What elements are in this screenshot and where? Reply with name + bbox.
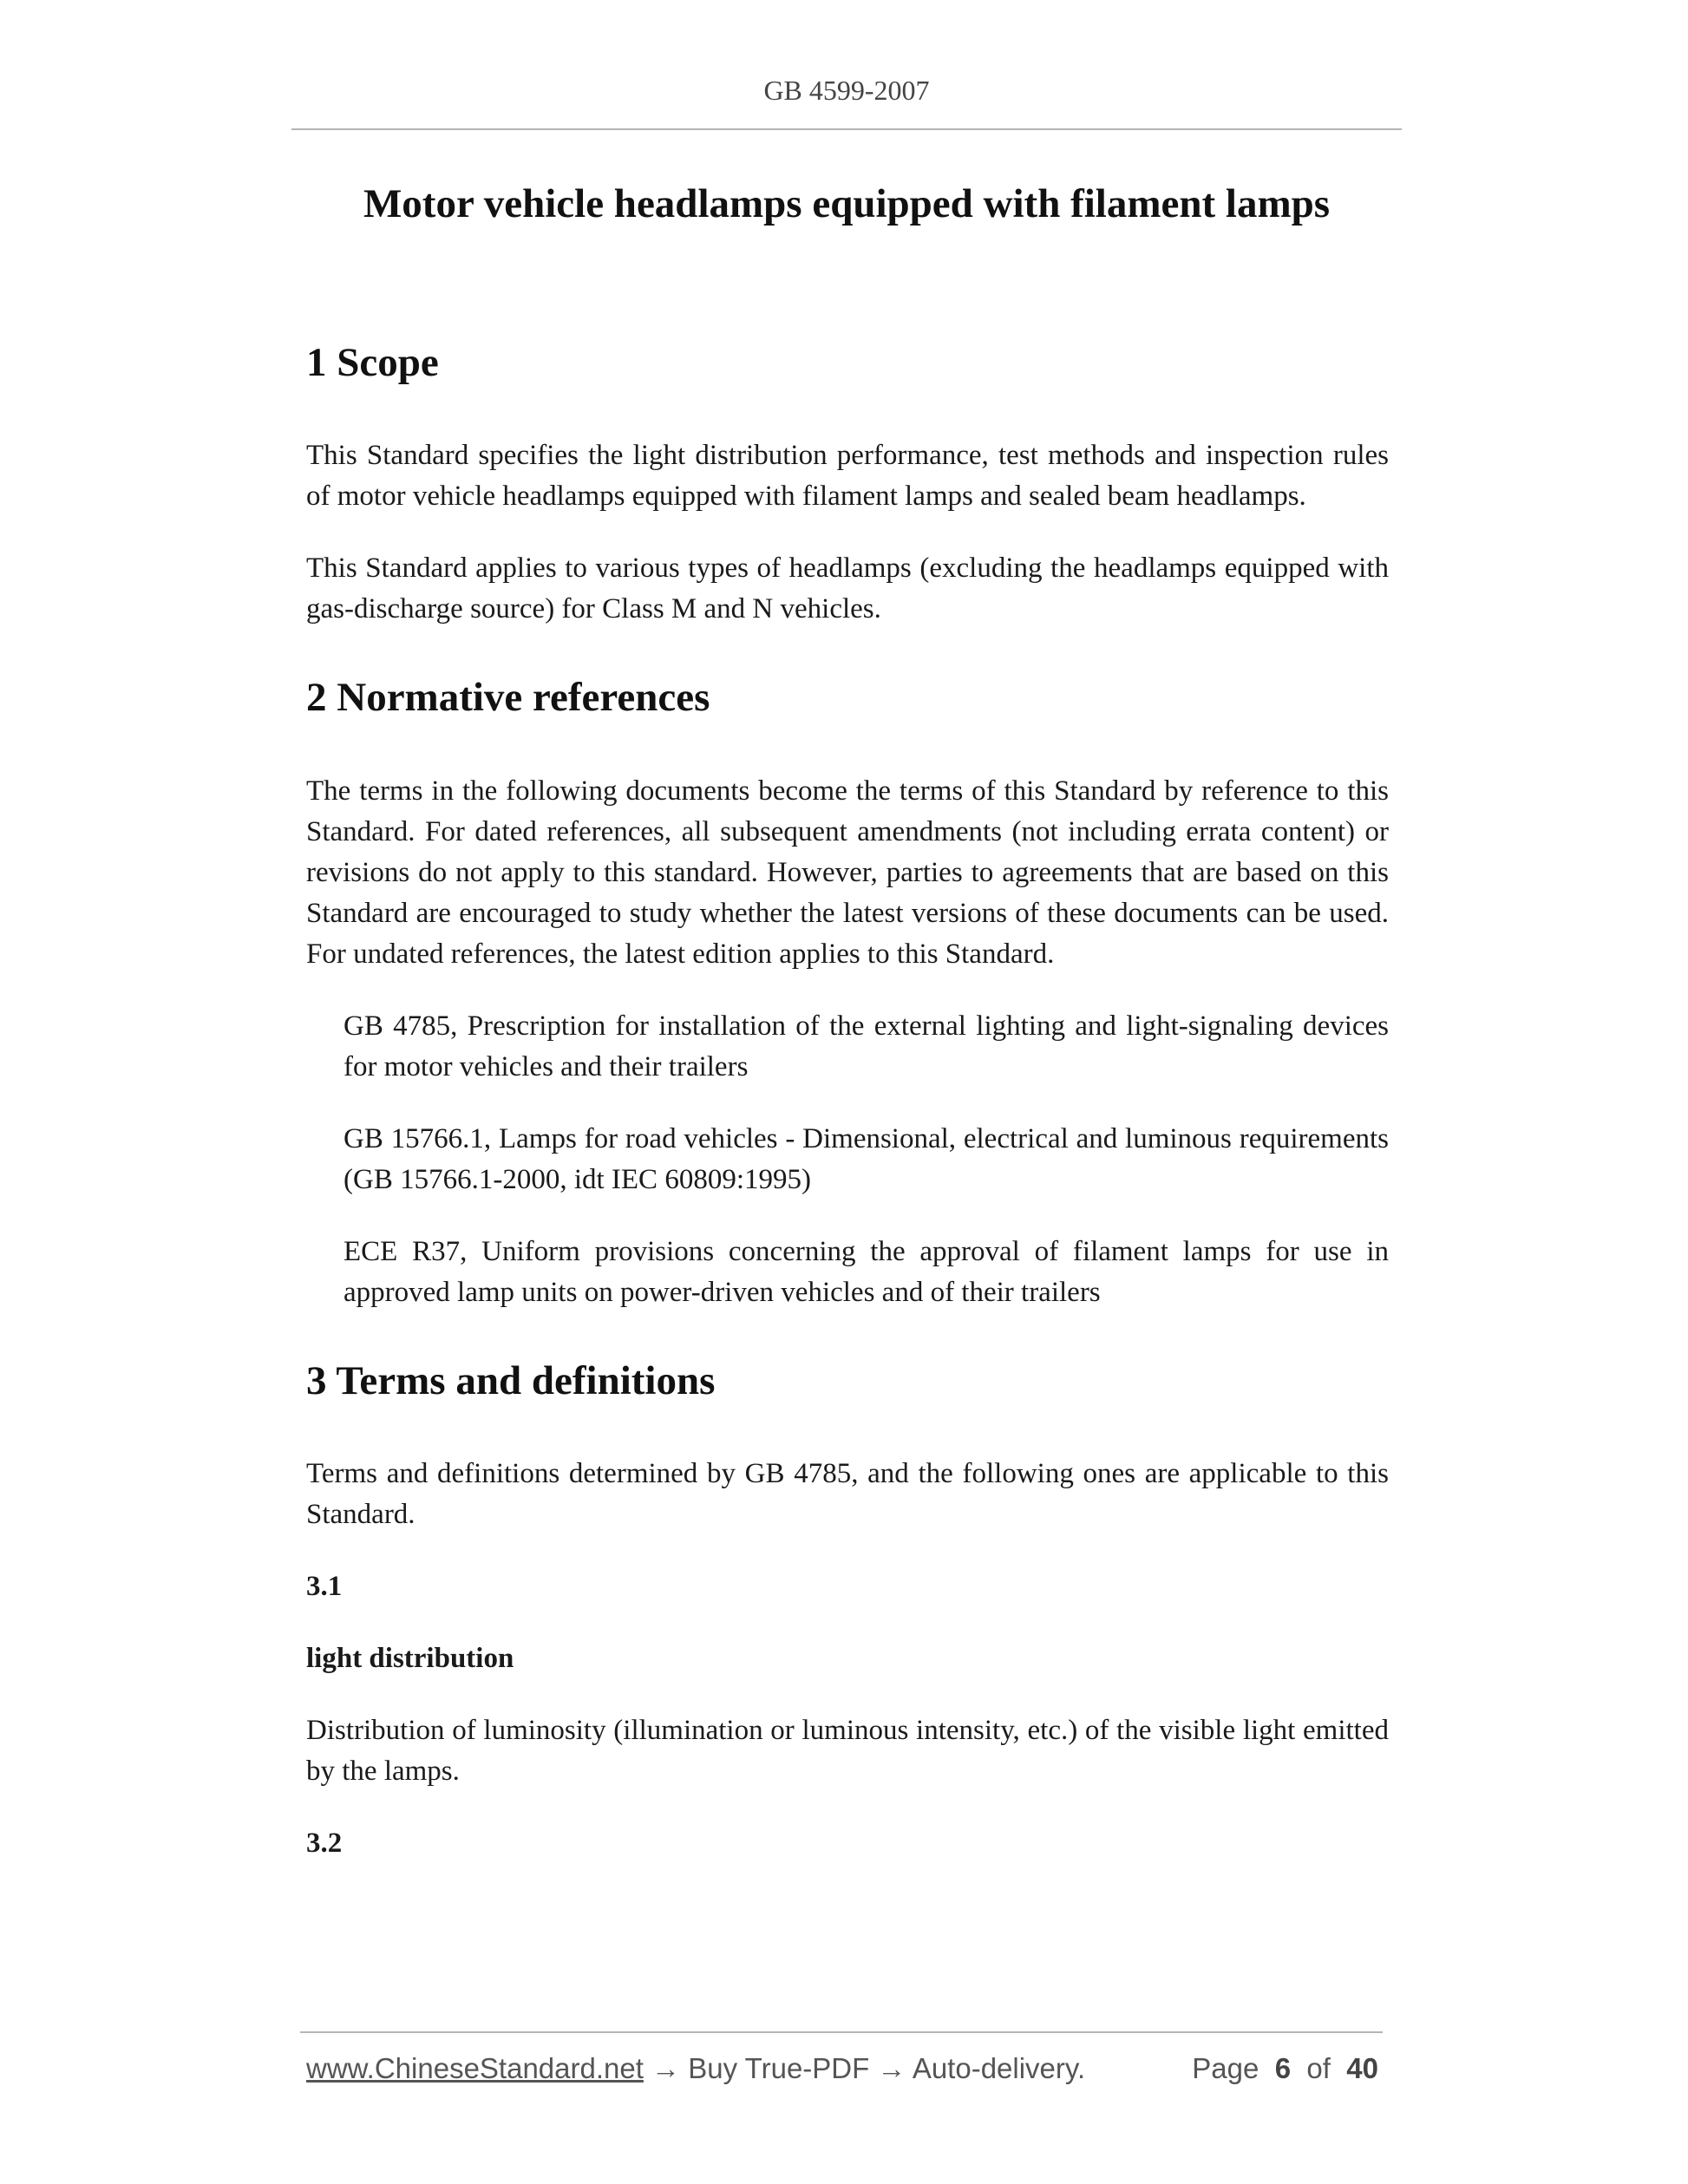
section-heading-terms: 3 Terms and definitions: [306, 1357, 716, 1403]
reference-item: GB 4785, Prescription for installation of the external lighting and light-signaling devices for motor vehicles and their trailers: [343, 1010, 1389, 1082]
footer-divider: [300, 2031, 1383, 2033]
scope-paragraph-2: This Standard applies to various types of headlamps (excluding the headlamps equipped with gas-discharge source) for Class M and N vehicles.: [306, 553, 1389, 625]
footer-promo-text: → Buy True-PDF → Auto-delivery.: [643, 2052, 1086, 2084]
normative-intro: The terms in the following documents become the terms of this Standard by reference to this Standard. For dated references, all subsequent amendments (not including errata content) or revisions do not apply to this standard. However, parties to agreements that are based on this Standard are encouraged to study whether the latest versions of these documents can be used. For undated references, the latest edition applies to this Standard.: [306, 775, 1389, 970]
running-header: GB 4599-2007: [763, 75, 930, 106]
of-label: of: [1306, 2052, 1331, 2084]
document-body: [306, 338, 1389, 1895]
page-indicator: [1192, 2052, 1378, 2085]
term-name: light distribution: [306, 1643, 514, 1675]
page-number: 6: [1274, 2052, 1292, 2084]
section-heading-scope: 1 Scope: [306, 340, 439, 385]
term-number: 3.2: [306, 1828, 343, 1860]
section-heading-normative-references: 2 Normative references: [306, 675, 710, 721]
term-definition: Distribution of luminosity (illumination or luminous intensity, etc.) of the visible light emitted by the lamps.: [306, 1715, 1389, 1788]
terms-intro: Terms and definitions determined by GB 4785, and the following ones are applicable to this Standard.: [306, 1458, 1389, 1531]
reference-item: GB 15766.1, Lamps for road vehicles - Dimensional, electrical and luminous requirements (GB 15766.1-2000, idt IEC 60809:1995): [343, 1122, 1389, 1195]
page-footer: [306, 2052, 1378, 2085]
page-total: 40: [1346, 2052, 1378, 2084]
page-label: Page: [1192, 2052, 1259, 2084]
term-number: 3.1: [306, 1571, 343, 1603]
scope-paragraph-1: This Standard specifies the light distribution performance, test methods and inspection rules of motor vehicle headlamps equipped with filament lamps and sealed beam headlamps.: [306, 440, 1389, 513]
document-title: Motor vehicle headlamps equipped with filament lamps: [363, 181, 1331, 226]
site-link[interactable]: www.ChineseStandard.net: [306, 2052, 644, 2084]
reference-item: ECE R37, Uniform provisions concerning the approval of filament lamps for use in approved lamp units on power-driven vehicles and of their trailers: [343, 1235, 1389, 1308]
header-divider: [291, 128, 1402, 130]
